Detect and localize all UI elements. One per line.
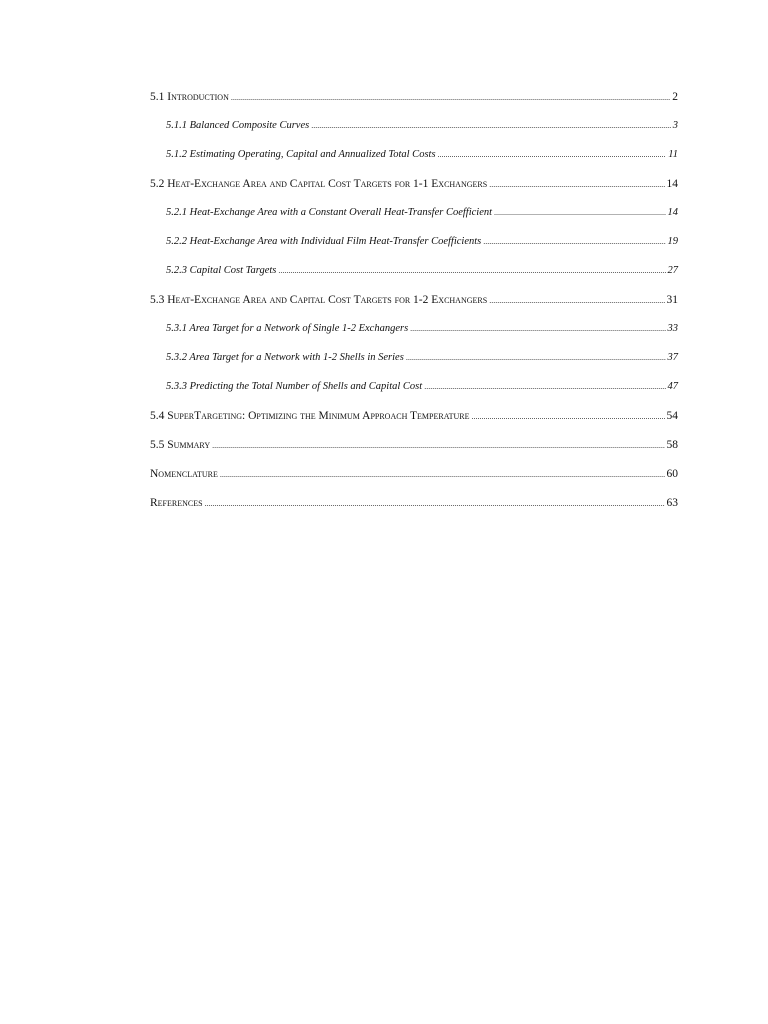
toc-entry[interactable] [150, 376, 678, 405]
toc-entry-title: 5.3.3 Predicting the Total Number of Shells and Capital Cost [166, 381, 423, 392]
toc-entry-title: 5.3.1 Area Target for a Network of Single 1-2 Exchangers [166, 323, 409, 334]
toc-dot-leader [311, 115, 671, 137]
toc-entry-page: 63 [666, 497, 678, 509]
table-of-contents [150, 86, 678, 521]
toc-entry-title: 5.2.1 Heat-Exchange Area with a Constant Overall Heat-Transfer Coefficient [166, 207, 493, 218]
toc-entry-title: 5.2.3 Capital Cost Targets [166, 265, 277, 276]
toc-entry-title: References [150, 497, 203, 509]
toc-entry-page: 54 [666, 410, 678, 422]
toc-entry-page: 47 [667, 381, 678, 392]
toc-entry-page: 37 [667, 352, 678, 363]
toc-entry[interactable] [150, 347, 678, 376]
toc-entry[interactable] [150, 115, 678, 144]
toc-entry-title: 5.3 Heat-Exchange Area and Capital Cost Targets for 1-2 Exchangers [150, 294, 488, 306]
toc-entry-title: 5.3.2 Area Target for a Network with 1-2 Shells in Series [166, 352, 404, 363]
toc-entry[interactable] [150, 405, 678, 434]
toc-entry-page: 11 [668, 149, 678, 160]
toc-entry-page: 27 [667, 265, 678, 276]
toc-entry-title: 5.5 Summary [150, 439, 211, 451]
toc-entry-page: 31 [666, 294, 678, 306]
toc-entry-page: 3 [672, 120, 678, 131]
toc-dot-leader [406, 347, 666, 369]
toc-entry[interactable] [150, 289, 678, 318]
toc-entry[interactable] [150, 202, 678, 231]
toc-entry[interactable] [150, 260, 678, 289]
toc-dot-leader [205, 493, 665, 515]
toc-dot-leader [424, 376, 665, 398]
toc-entry[interactable] [150, 463, 678, 492]
toc-entry-page: 33 [667, 323, 678, 334]
toc-dot-leader [489, 174, 664, 196]
toc-entry-page: 14 [667, 207, 678, 218]
toc-entry[interactable] [150, 434, 678, 463]
toc-dot-leader [489, 290, 664, 312]
toc-entry[interactable] [150, 318, 678, 347]
toc-entry[interactable] [150, 173, 678, 202]
toc-entry[interactable] [150, 492, 678, 521]
toc-entry-title: 5.1.1 Balanced Composite Curves [166, 120, 310, 131]
toc-entry[interactable] [150, 86, 678, 115]
toc-entry[interactable] [150, 144, 678, 173]
toc-entry-page: 19 [667, 236, 678, 247]
toc-entry-title: 5.1.2 Estimating Operating, Capital and Annualized Total Costs [166, 149, 436, 160]
toc-dot-leader [472, 406, 665, 428]
toc-entry-page: 60 [666, 468, 678, 480]
toc-dot-leader [410, 318, 665, 340]
toc-entry[interactable] [150, 231, 678, 260]
toc-entry-title: 5.1 Introduction [150, 91, 229, 103]
toc-entry-title: 5.2 Heat-Exchange Area and Capital Cost Targets for 1-1 Exchangers [150, 178, 488, 190]
toc-entry-title: 5.2.2 Heat-Exchange Area with Individual Film Heat-Transfer Coefficients [166, 236, 482, 247]
toc-entry-page: 14 [666, 178, 678, 190]
toc-dot-leader [483, 231, 665, 253]
toc-entry-page: 58 [666, 439, 678, 451]
toc-entry-page: 2 [672, 91, 678, 103]
toc-dot-leader [212, 435, 664, 457]
toc-dot-leader [438, 144, 667, 166]
toc-dot-leader [220, 464, 665, 486]
toc-dot-leader [231, 87, 670, 109]
toc-entry-title: 5.4 SuperTargeting: Optimizing the Minimum Approach Temperature [150, 410, 470, 422]
toc-entry-title: Nomenclature [150, 468, 218, 480]
toc-dot-leader [494, 202, 665, 224]
toc-dot-leader [278, 260, 665, 282]
